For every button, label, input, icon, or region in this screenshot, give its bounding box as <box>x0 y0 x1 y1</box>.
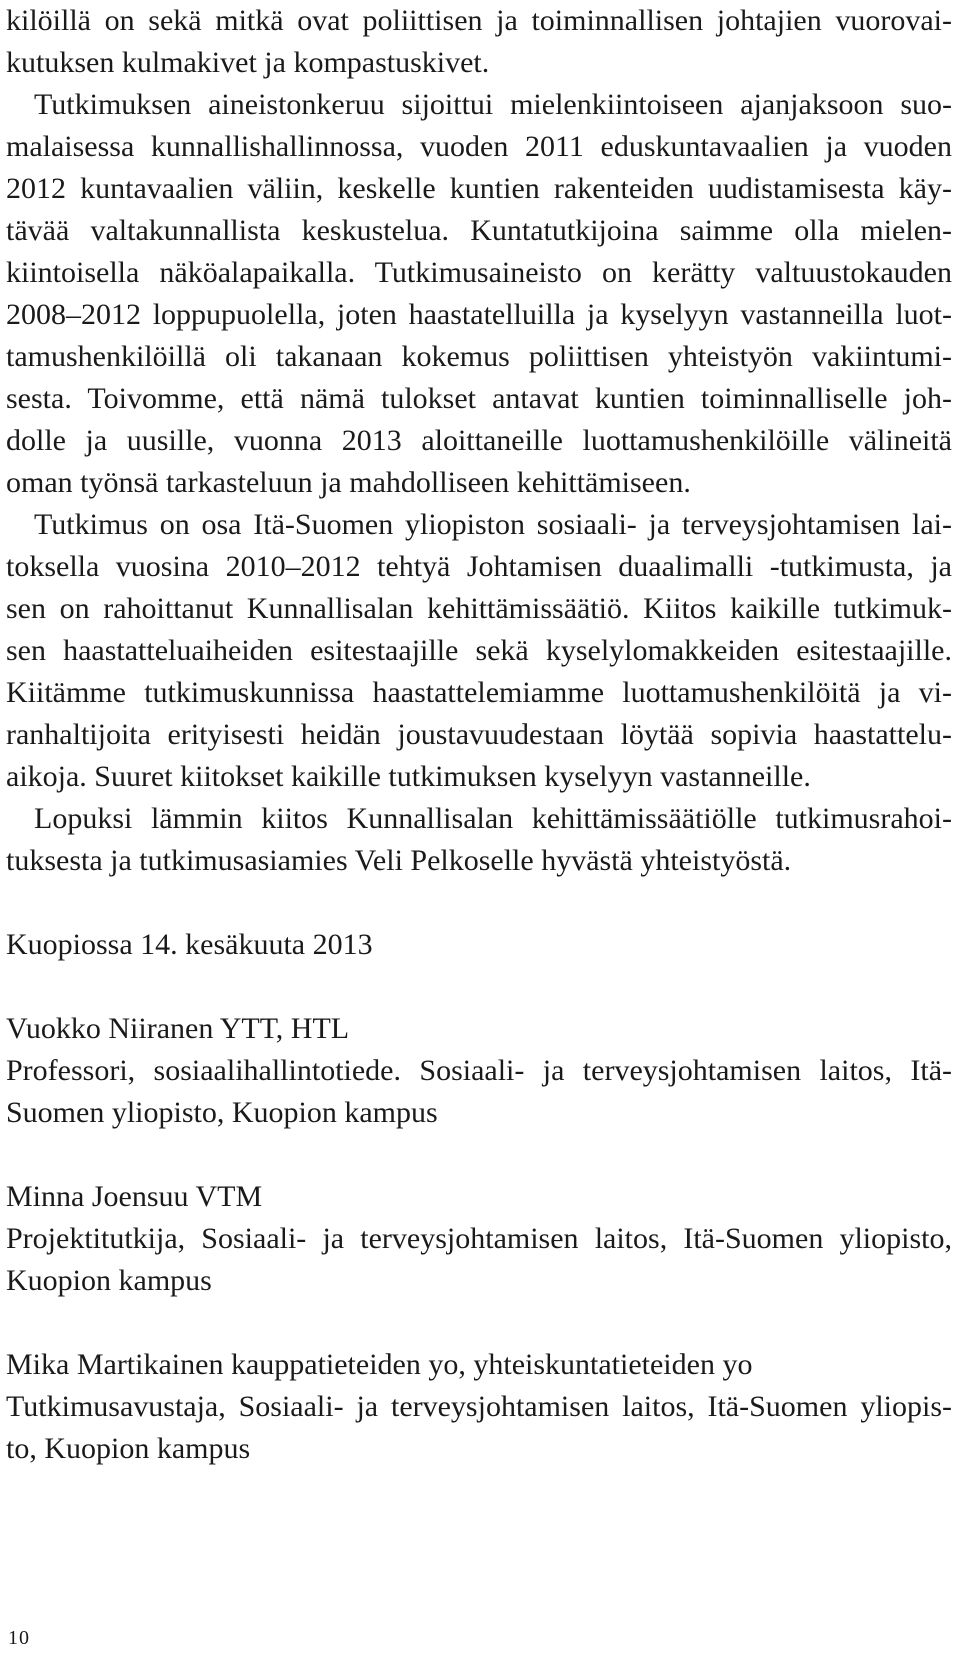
author-affiliation: to, Kuopion kampus <box>6 1432 251 1465</box>
body-line: sen on rahoittanut Kunnallisalan kehittämissäätiö. Kiitos kaikille tutkimuk- <box>6 592 952 625</box>
author-name: Mika Martikainen kauppatieteiden yo, yhteiskuntatieteiden yo <box>6 1348 753 1381</box>
body-line: tamushenkilöillä oli takanaan kokemus poliittisen yhteistyön vakiintumi- <box>6 340 952 373</box>
body-line: tuksesta ja tutkimusasiamies Veli Pelkoselle hyvästä yhteistyöstä. <box>6 844 792 877</box>
body-line: kiintoisella näköalapaikalla. Tutkimusaineisto on kerätty valtuustokauden <box>6 256 952 289</box>
body-line: sen haastatteluaiheiden esitestaajille sekä kyselylomakkeiden esitestaajille. <box>6 634 952 667</box>
body-line: 2012 kuntavaalien väliin, keskelle kuntien rakenteiden uudistamisesta käy- <box>6 172 952 205</box>
body-line: oman työnsä tarkasteluun ja mahdolliseen kehittämiseen. <box>6 466 691 499</box>
body-line: aikoja. Suuret kiitokset kaikille tutkimuksen kyselyyn vastanneille. <box>6 760 811 793</box>
body-line: Tutkimuksen aineistonkeruu sijoittui mielenkiintoiseen ajanjaksoon suo- <box>34 88 952 121</box>
body-line: 2008–2012 loppupuolella, joten haastatelluilla ja kyselyyn vastanneilla luot- <box>6 298 952 331</box>
author-affiliation: Suomen yliopisto, Kuopion kampus <box>6 1096 438 1129</box>
author-name: Minna Joensuu VTM <box>6 1180 263 1213</box>
author-affiliation: Kuopion kampus <box>6 1264 212 1297</box>
body-line: Lopuksi lämmin kiitos Kunnallisalan kehittämissäätiölle tutkimusrahoi- <box>34 802 952 835</box>
body-line: malaisessa kunnallishallinnossa, vuoden 2011 eduskuntavaalien ja vuoden <box>6 130 952 163</box>
author-affiliation: Professori, sosiaalihallintotiede. Sosiaali- ja terveysjohtamisen laitos, Itä- <box>6 1054 952 1087</box>
author-name: Vuokko Niiranen YTT, HTL <box>6 1012 350 1045</box>
body-line: Kiitämme tutkimuskunnissa haastattelemiamme luottamushenkilöitä ja vi- <box>6 676 952 709</box>
body-line: tävää valtakunnallista keskustelua. Kuntatutkijoina saimme olla mielen- <box>6 214 952 247</box>
place-date: Kuopiossa 14. kesäkuuta 2013 <box>6 928 373 961</box>
body-line: sesta. Toivomme, että nämä tulokset antavat kuntien toiminnalliselle joh- <box>6 382 952 415</box>
author-affiliation: Tutkimusavustaja, Sosiaali- ja terveysjohtamisen laitos, Itä-Suomen yliopis- <box>6 1390 952 1423</box>
page-number: 10 <box>8 1627 30 1649</box>
body-line: dolle ja uusille, vuonna 2013 aloittaneille luottamushenkilöille välineitä <box>6 424 952 457</box>
body-line: Tutkimus on osa Itä-Suomen yliopiston sosiaali- ja terveysjohtamisen lai- <box>34 508 952 541</box>
body-line: ranhaltijoita erityisesti heidän joustavuudestaan löytää sopivia haastattelu- <box>6 718 952 751</box>
body-line: kilöillä on sekä mitkä ovat poliittisen ja toiminnallisen johtajien vuorovai- <box>6 4 952 37</box>
body-line: kutuksen kulmakivet ja kompastuskivet. <box>6 46 490 79</box>
body-line: toksella vuosina 2010–2012 tehtyä Johtamisen duaalimalli -tutkimusta, ja <box>6 550 952 583</box>
author-affiliation: Projektitutkija, Sosiaali- ja terveysjohtamisen laitos, Itä-Suomen yliopisto, <box>6 1222 952 1255</box>
